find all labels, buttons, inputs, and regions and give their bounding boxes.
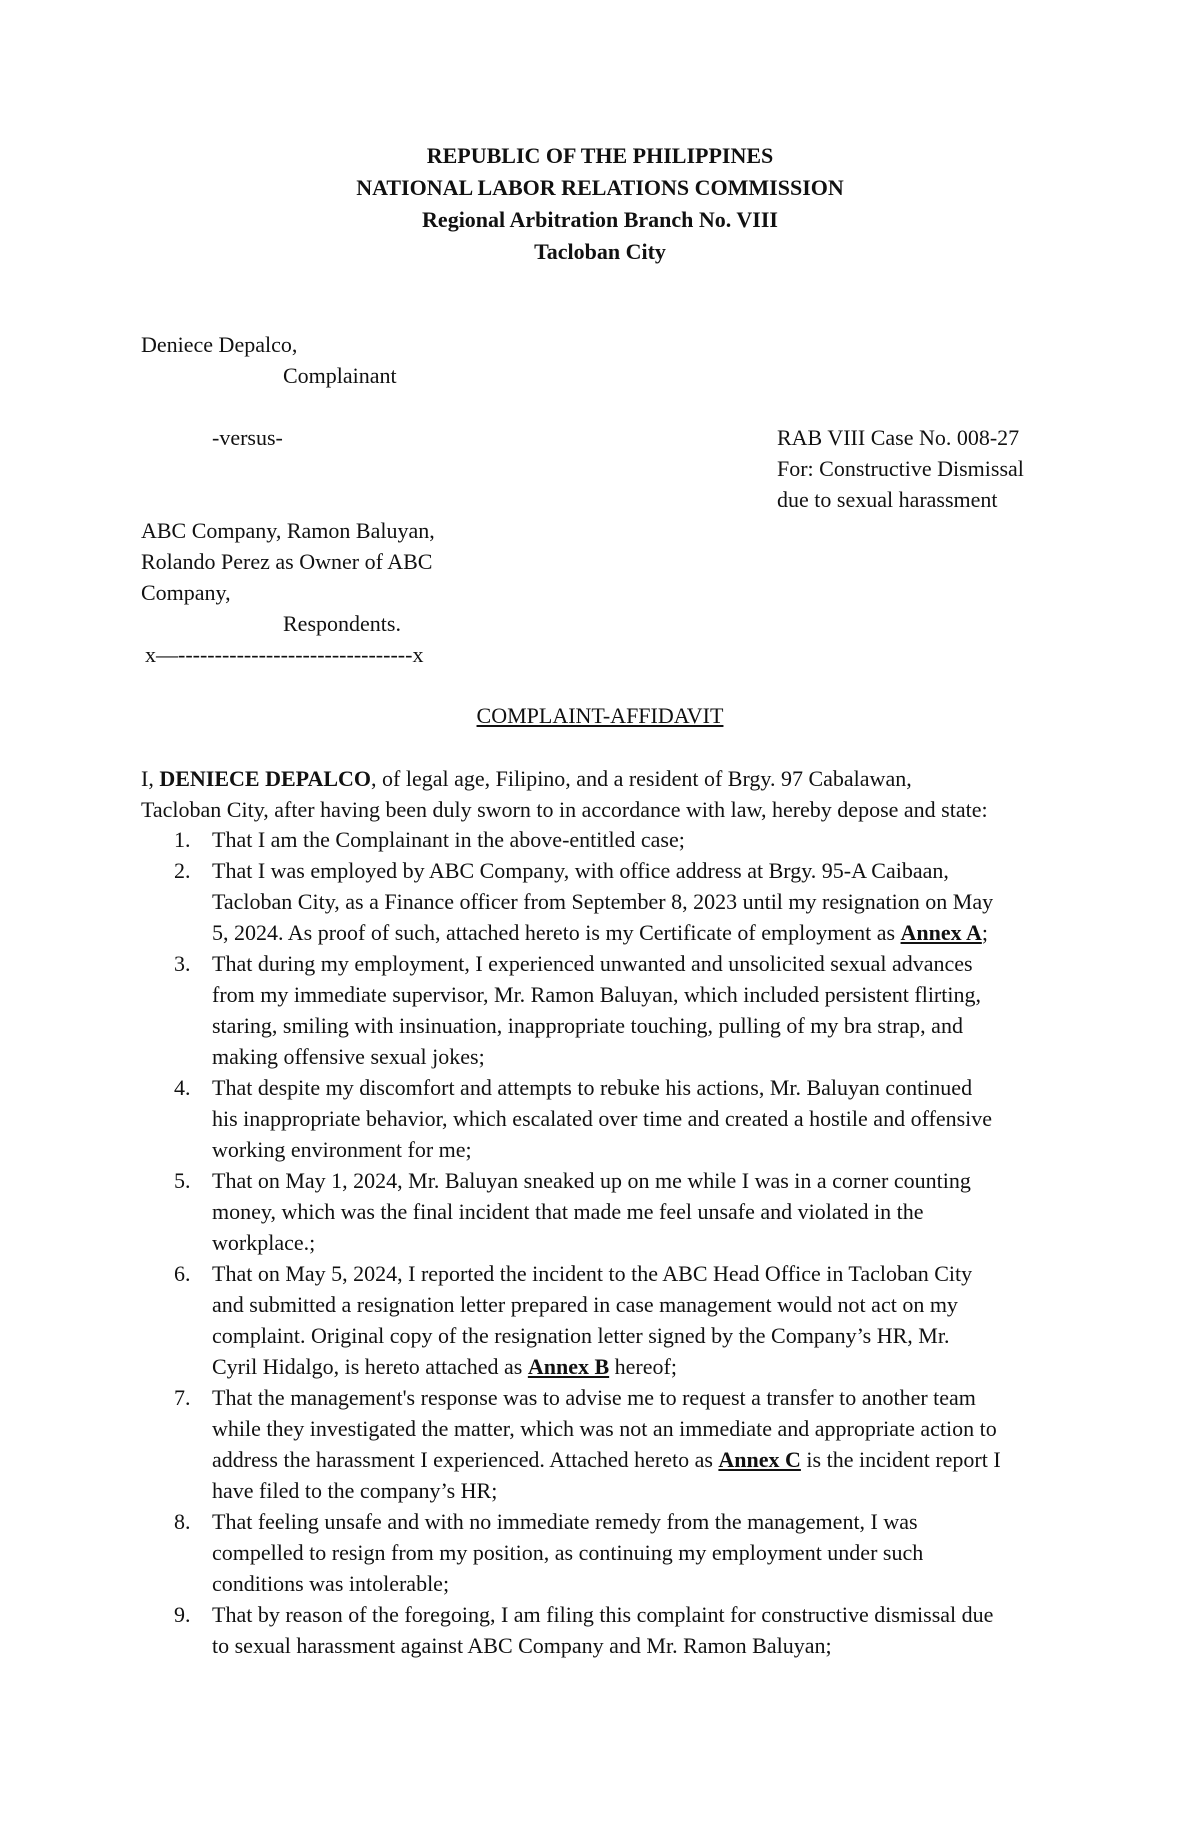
respondents-line-1: ABC Company, Ramon Baluyan,	[141, 518, 435, 543]
header-republic: REPUBLIC OF THE PHILIPPINES	[426, 143, 774, 168]
item-number: 8.	[174, 1509, 191, 1534]
item-line: That during my employment, I experienced unwanted and unsolicited sexual advances	[212, 951, 973, 976]
list-item	[141, 948, 1071, 1072]
item-line: from my immediate supervisor, Mr. Ramon Baluyan, which included persistent flirting,	[212, 982, 981, 1007]
intro-prefix: I,	[141, 766, 160, 791]
item-line: while they investigated the matter, which was not an immediate and appropriate action to	[212, 1416, 997, 1441]
item-line: conditions was intolerable;	[212, 1571, 450, 1596]
item-line: making offensive sexual jokes;	[212, 1044, 485, 1069]
header-city: Tacloban City	[534, 239, 666, 264]
header-branch: Regional Arbitration Branch No. VIII	[422, 207, 778, 232]
affiant-name: DENIECE DEPALCO	[159, 766, 372, 791]
complainant-role: Complainant	[283, 363, 397, 388]
item-line	[212, 1351, 1071, 1382]
item-line: complaint. Original copy of the resignation letter signed by the Company’s HR, Mr.	[212, 1323, 950, 1348]
item-line: That the management's response was to advise me to request a transfer to another team	[212, 1385, 976, 1410]
intro-paragraph	[141, 763, 1071, 825]
item-line: money, which was the final incident that made me feel unsafe and violated in the	[212, 1199, 924, 1224]
item-line: That I was employed by ABC Company, with office address at Brgy. 95-A Caibaan,	[212, 858, 949, 883]
item-line: his inappropriate behavior, which escalated over time and created a hostile and offensive	[212, 1106, 993, 1131]
caption-separator: x—--------------------------------x	[145, 642, 424, 667]
item-number: 3.	[174, 951, 191, 976]
item-line: working environment for me;	[212, 1137, 472, 1162]
list-item	[141, 1072, 1071, 1165]
intro-line-2: Tacloban City, after having been duly sworn to in accordance with law, hereby depose and state:	[141, 797, 988, 822]
item-line: workplace.;	[212, 1230, 316, 1255]
list-item	[141, 1382, 1071, 1506]
intro-line-1	[141, 763, 1071, 794]
respondents-role: Respondents.	[283, 611, 401, 636]
list-item	[141, 855, 1071, 948]
list-item	[141, 1506, 1071, 1599]
item-line: have filed to the company’s HR;	[212, 1478, 498, 1503]
respondents-line-2: Rolando Perez as Owner of ABC	[141, 549, 433, 574]
item-text: ;	[981, 920, 988, 945]
respondents-line-3: Company,	[141, 580, 231, 605]
item-text: address the harassment I experienced. Attached hereto as	[212, 1447, 719, 1472]
item-line	[212, 1444, 1071, 1475]
item-number: 2.	[174, 858, 191, 883]
intro-line-1-rest: , of legal age, Filipino, and a resident of Brgy. 97 Cabalawan,	[371, 766, 912, 791]
case-number: RAB VIII Case No. 008-27	[777, 425, 1020, 450]
item-number: 1.	[174, 827, 191, 852]
item-number: 4.	[174, 1075, 191, 1100]
item-text: Cyril Hidalgo, is hereto attached as	[212, 1354, 528, 1379]
item-line: and submitted a resignation letter prepared in case management would not act on my	[212, 1292, 958, 1317]
item-line: That I am the Complainant in the above-entitled case;	[212, 827, 685, 852]
item-text: is the incident report I	[800, 1447, 1001, 1472]
item-line: compelled to resign from my position, as continuing my employment under such	[212, 1540, 924, 1565]
item-number: 9.	[174, 1602, 191, 1627]
list-item	[141, 1165, 1071, 1258]
item-text: hereof;	[609, 1354, 677, 1379]
case-for-line-2: due to sexual harassment	[777, 487, 998, 512]
header-commission: NATIONAL LABOR RELATIONS COMMISSION	[356, 175, 844, 200]
item-number: 6.	[174, 1261, 191, 1286]
allegations-list	[141, 824, 1071, 1661]
item-line: to sexual harassment against ABC Company and Mr. Ramon Baluyan;	[212, 1633, 832, 1658]
item-line: That despite my discomfort and attempts to rebuke his actions, Mr. Baluyan continued	[212, 1075, 973, 1100]
item-line: staring, smiling with insinuation, inappropriate touching, pulling of my bra strap, and	[212, 1013, 963, 1038]
case-for-line-1: For: Constructive Dismissal	[777, 456, 1024, 481]
annex-c-reference: Annex C	[718, 1447, 801, 1472]
item-line: That on May 5, 2024, I reported the incident to the ABC Head Office in Tacloban City	[212, 1261, 973, 1286]
item-line: Tacloban City, as a Finance officer from September 8, 2023 until my resignation on May	[212, 889, 994, 914]
item-number: 7.	[174, 1385, 191, 1410]
item-line: That feeling unsafe and with no immediate remedy from the management, I was	[212, 1509, 918, 1534]
annex-b-reference: Annex B	[527, 1354, 610, 1379]
list-item	[141, 824, 1071, 855]
document-title: COMPLAINT-AFFIDAVIT	[476, 703, 724, 728]
item-line: That by reason of the foregoing, I am filing this complaint for constructive dismissal due	[212, 1602, 994, 1627]
list-item	[141, 1258, 1071, 1382]
item-line: That on May 1, 2024, Mr. Baluyan sneaked up on me while I was in a corner counting	[212, 1168, 971, 1193]
document-header	[0, 140, 1200, 268]
item-line	[212, 917, 1071, 948]
item-number: 5.	[174, 1168, 191, 1193]
complainant-name: Deniece Depalco,	[141, 332, 298, 357]
versus-label: -versus-	[212, 425, 283, 450]
list-item	[141, 1599, 1071, 1661]
item-text: 5, 2024. As proof of such, attached hereto is my Certificate of employment as	[212, 920, 901, 945]
annex-a-reference: Annex A	[900, 920, 982, 945]
